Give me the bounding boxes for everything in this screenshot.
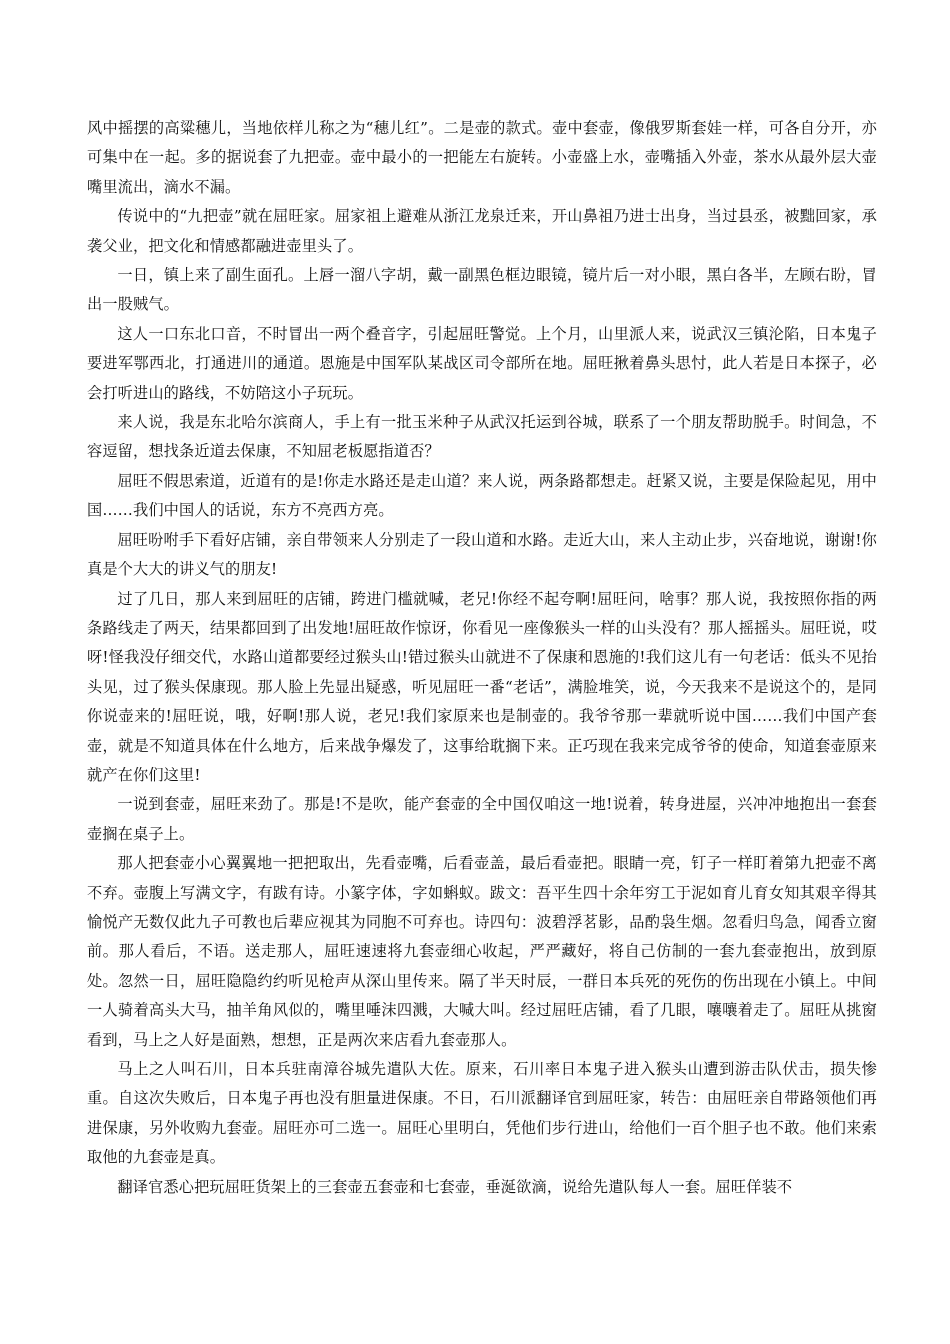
paragraph-5: 来人说，我是东北哈尔滨商人，手上有一批玉米种子从武汉托运到谷城，联系了一个朋友帮助脱手。时间急，不容逗留，想找条近道去保康，不知屈老板愿指道否？ [87, 413, 877, 461]
paragraph-6: 屈旺不假思索道，近道有的是!你走水路还是走山道？来人说，两条路都想走。赶紧又说，主要是保险起见，用中国……我们中国人的话说，东方不亮西方亮。 [87, 471, 877, 520]
paragraph-9: 一说到套壶，屈旺来劲了。那是!不是吹，能产套壶的全中国仅咱这一地!说着，转身进屋，兴冲冲地抱出一套套壶搁在桌子上。 [87, 795, 877, 843]
paragraph-8: 过了几日，那人来到屈旺的店铺，跨进门槛就喊，老兄!你经不起夸啊!屈旺问，啥事？那人说，我按照你指的两条路线走了两天，结果都回到了出发地!屈旺故作惊讶，你看见一座像猴头一样的山头没有？那人摇摇头。屈旺说，哎呀!怪我没仔细交代，水路山道都要经过猴头山!错过猴头山就进不了保康和恩施的!我们这儿有一句老话：低头不见抬头见，过了猴头保康现。那人脸上先显出疑惑，听见屈旺一番“老话”，满脸堆笑，说，今天我来不是说这个的，是同你说壶来的!屈旺说，哦，好啊!那人说，老兄!我们家原来也是制壶的。我爷爷那一辈就听说中国……我们中国产套壶，就是不知道具体在什么地方，后来战争爆发了，这事给耽搁下来。正巧现在我来完成爷爷的使命，知道套壶原来就产在你们这里! [87, 589, 877, 784]
paragraph-3: 一日，镇上来了副生面孔。上唇一溜八字胡，戴一副黑色框边眼镜，镜片后一对小眼，黑白各半，左顾右盼，冒出一股贼气。 [87, 266, 877, 314]
paragraph-11: 马上之人叫石川，日本兵驻南漳谷城先遣队大佐。原来，石川率日本鬼子进入猴头山遭到游击队伏击，损失惨重。自这次失败后，日本鬼子再也没有胆量进保康。不日，石川派翻译官到屈旺家，转告：由屈旺亲自带路领他们再进保康，另外收购九套壶。屈旺亦可二选一。屈旺心里明白，凭他们步行进山，给他们一百个胆子也不敢。他们来索取他的九套壶是真。 [87, 1060, 877, 1167]
paragraph-7: 屈旺吩咐手下看好店铺，亲自带领来人分别走了一段山道和水路。走近大山，来人主动止步，兴奋地说，谢谢!你真是个大大的讲义气的朋友! [87, 530, 877, 579]
paragraph-12: 翻译官悉心把玩屈旺货架上的三套壶五套壶和七套壶，垂涎欲滴，说给先遣队每人一套。屈旺佯装不 [117, 1177, 793, 1196]
paragraph-4: 这人一口东北口音，不时冒出一两个叠音字，引起屈旺警觉。上个月，山里派人来，说武汉三镇沦陷，日本鬼子要进军鄂西北，打通进川的通道。恩施是中国军队某战区司令部所在地。屈旺揪着鼻头思忖，此人若是日本探子，必会打听进山的路线，不妨陪这小子玩玩。 [87, 324, 877, 402]
paragraph-1: 风中摇摆的高粱穗儿，当地依样儿称之为“穗儿红”。二是壶的款式。壶中套壶，像俄罗斯套娃一样，可各自分开，亦可集中在一起。多的据说套了九把壶。壶中最小的一把能左右旋转。小壶盛上水，壶嘴插入外壶，茶水从最外层大壶嘴里流出，滴水不漏。 [87, 119, 877, 196]
paragraph-2: 传说中的“九把壶”就在屈旺家。屈家祖上避难从浙江龙泉迁来，开山鼻祖乃进士出身，当过县丞，被黜回家，承袭父业，把文化和情感都融进壶里头了。 [87, 207, 877, 255]
document-page [87, 114, 877, 1202]
paragraph-10: 那人把套壶小心翼翼地一把把取出，先看壶嘴，后看壶盖，最后看壶把。眼睛一亮，钉子一样盯着第九把壶不离不弃。壶腹上写满文字，有跋有诗。小篆字体，字如蝌蚁。跋文：吾平生四十余年穷工于泥如育儿育女知其艰辛得其愉悦产无数仅此九子可教也后辈应视其为同胞不可弃也。诗四句：波碧浮茗影，品酌袅生烟。忽看归鸟急，闻香立窗前。那人看后，不语。送走那人，屈旺速速将九套壶细心收起，严严藏好，将自己仿制的一套九套壶抱出，放到原处。忽然一日，屈旺隐隐约约听见枪声从深山里传来。隔了半天时辰，一群日本兵死的死伤的伤出现在小镇上。中间一人骑着高头大马，抽羊角风似的，嘴里唾沫四溅，大喊大叫。经过屈旺店铺，看了几眼，嚷嚷着走了。屈旺从挑窗看到，马上之人好是面熟，想想，正是两次来店看九套壶那人。 [87, 854, 877, 1049]
